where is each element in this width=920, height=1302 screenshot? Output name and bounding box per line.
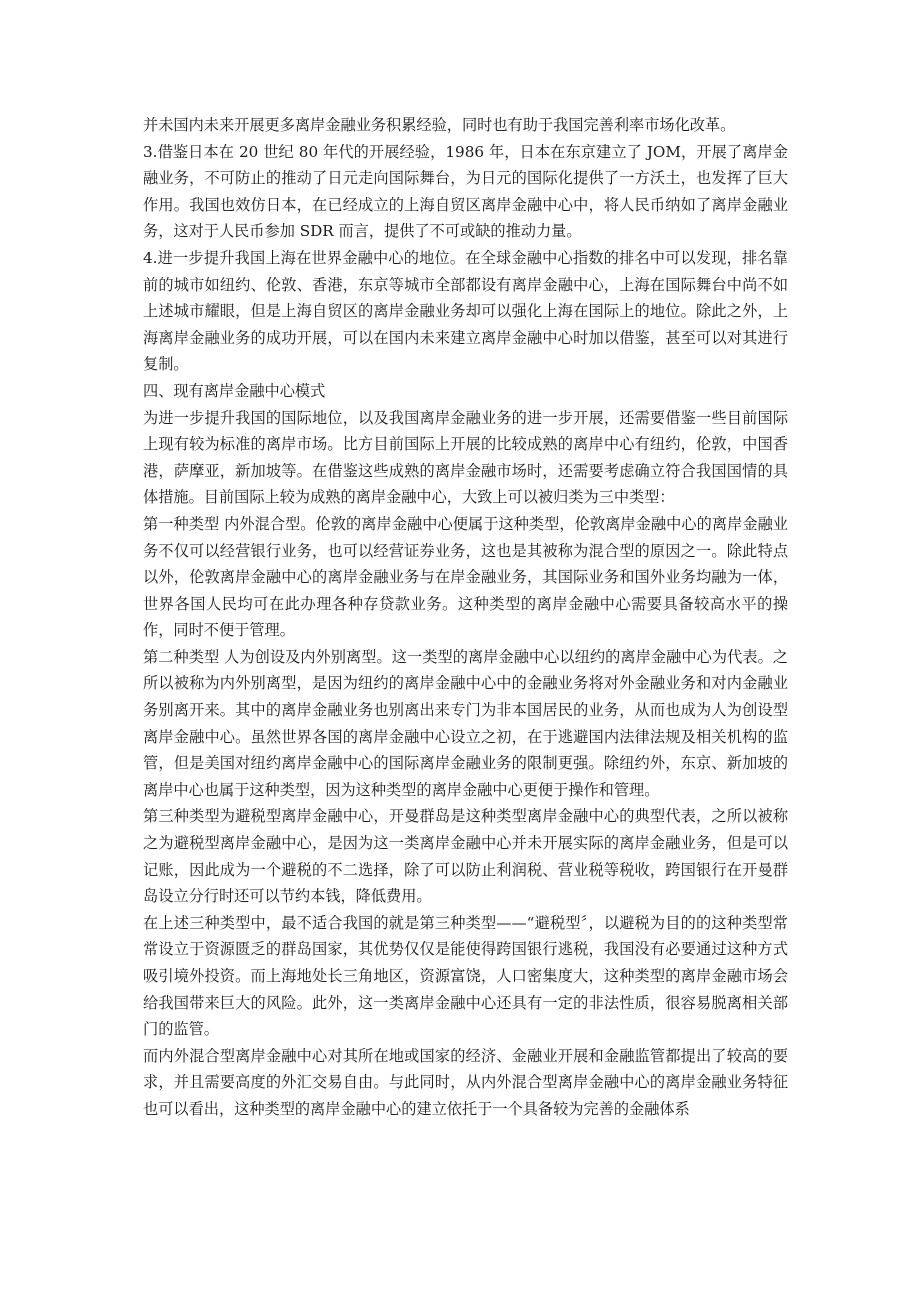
document-body <box>143 112 788 1123</box>
paragraph-comparison: 在上述三种类型中，最不适合我国的就是第三种类型——“避税型〞，以避税为目的的这种类型常常设立于资源匮乏的群岛国家，其优势仅仅是能使得跨国银行逃税，我国没有必要通过这种方式吸引境外投资。而上海地处长三角地区，资源富饶，人口密集度大，这种类型的离岸金融市场会给我国带来巨大的风险。此外，这一类离岸金融中心还具有一定的非法性质，很容易脱离相关部门的监管。 <box>143 913 788 1039</box>
paragraph-type-3: 第三种类型为避税型离岸金融中心，开曼群岛是这种类型离岸金融中心的典型代表，之所以被称之为避税型离岸金融中心，是因为这一类离岸金融中心并未开展实际的离岸金融业务，但是可以记账，因此成为一个避税的不二选择，除了可以防止利润税、营业税等税收，跨国银行在开曼群岛设立分行时还可以节约本钱，降低费用。 <box>143 807 788 906</box>
paragraph-point-4-shanghai: 4.进一步提升我国上海在世界金融中心的地位。在全球金融中心指数的排名中可以发现，排名靠前的城市如纽约、伦敦、香港，东京等城市全部都设有离岸金融中心，上海在国际舞台中尚不如上述城市耀眼，但是上海自贸区的离岸金融业务却可以强化上海在国际上的地位。除此之外，上海离岸金融业务的成功开展，可以在国内未来建立离岸金融中心时加以借鉴，甚至可以对其进行复制。 <box>143 248 788 374</box>
paragraph-intro-types: 为进一步提升我国的国际地位，以及我国离岸金融业务的进一步开展，还需要借鉴一些目前国际上现有较为标准的离岸市场。比方目前国际上开展的比较成熟的离岸中心有纽约，伦敦，中国香港，萨摩亚，新加坡等。在借鉴这些成熟的离岸金融市场时，还需要考虑确立符合我国国情的具体措施。目前国际上较为成熟的离岸金融中心，大致上可以被归类为三中类型： <box>143 408 788 507</box>
section-heading: 四、现有离岸金融中心模式 <box>143 381 326 400</box>
paragraph-continuation: 并未国内未来开展更多离岸金融业务积累经验，同时也有助于我国完善利率市场化改革。 <box>143 116 736 134</box>
paragraph-type-2: 第二种类型 人为创设及内外别离型。这一类型的离岸金融中心以纽约的离岸金融中心为代表。之所以被称为内外别离型，是因为纽约的离岸金融中心中的金融业务将对外金融业务和对内金融业务别离开来。其中的离岸金融业务也别离出来专门为非本国居民的业务，从而也成为人为创设型离岸金融中心。虽然世界各国的离岸金融中心设立之初，在于逃避国内法律法规及相关机构的监管，但是美国对纽约离岸金融中心的国际离岸金融业务的限制更强。除纽约外，东京、新加坡的离岸中心也属于这种类型，因为这种类型的离岸金融中心更便于操作和管理。 <box>143 647 788 799</box>
paragraph-mixed-type: 而内外混合型离岸金融中心对其所在地或国家的经济、金融业开展和金融监管都提出了较高的要求，并且需要高度的外汇交易自由。与此同时，从内外混合型离岸金融中心的离岸金融业务特征也可以看出，这种类型的离岸金融中心的建立依托于一个具备较为完善的金融体系 <box>143 1046 788 1118</box>
paragraph-point-3-japan: 3.借鉴日本在 20 世纪 80 年代的开展经验，1986 年，日本在东京建立了 JOM，开展了离岸金融业务，不可防止的推动了日元走向国际舞台，为日元的国际化提供了一方沃土，也发挥了巨大作用。我国也效仿日本，在已经成立的上海自贸区离岸金融中心中，将人民币纳如了离岸金融业务，这对于人民币参加 SDR 而言，提供了不可或缺的推动力量。 <box>143 142 788 241</box>
paragraph-type-1: 第一种类型 内外混合型。伦敦的离岸金融中心便属于这种类型，伦敦离岸金融中心的离岸金融业务不仅可以经营银行业务，也可以经营证券业务，这也是其被称为混合型的原因之一。除此特点以外，伦敦离岸金融中心的离岸金融业务与在岸金融业务，其国际业务和国外业务均融为一体，世界各国人民均可在此办理各种存贷款业务。这种类型的离岸金融中心需要具备较高水平的操作，同时不便于管理。 <box>143 514 788 640</box>
